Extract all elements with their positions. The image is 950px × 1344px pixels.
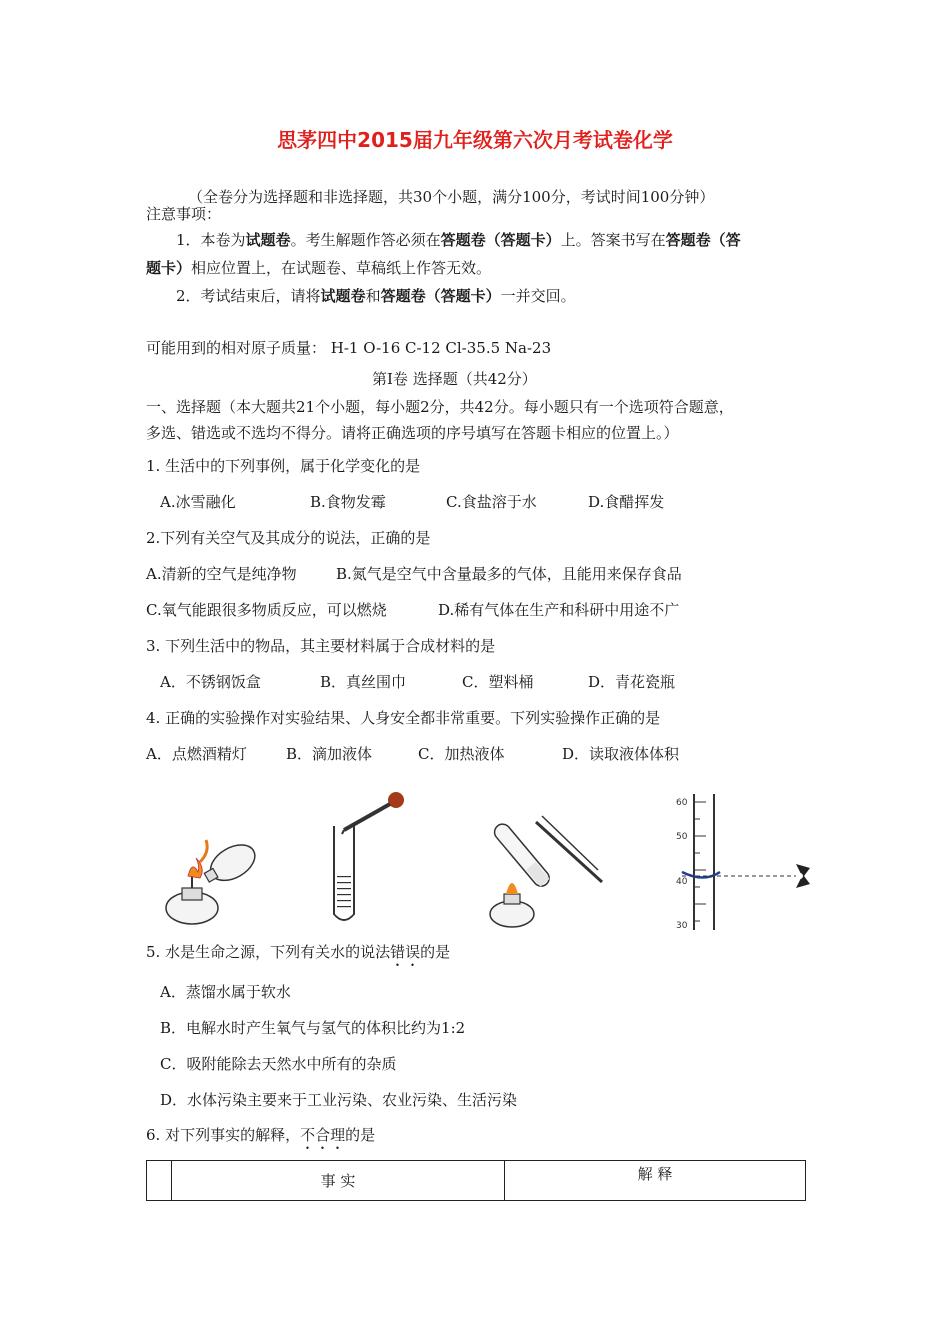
q6-table <box>146 1160 806 1201</box>
table-header-fact: 事 实 <box>172 1161 505 1201</box>
q1-option-c: C.食盐溶于水 <box>446 493 537 511</box>
q2-option-d: D.稀有气体在生产和科研中用途不广 <box>438 601 680 619</box>
cylinder-tick-50: 50 <box>676 832 688 842</box>
note-1-line2: 题卡）相应位置上，在试题卷、草稿纸上作答无效。 <box>146 259 492 277</box>
q2-stem: 2.下列有关空气及其成分的说法，正确的是 <box>146 529 431 547</box>
table-cell-index <box>147 1161 172 1201</box>
section1-line2: 多选、错选或不选均不得分。请将正确选项的序号填写在答题卡相应的位置上。） <box>146 424 679 442</box>
dropper-test-tube-figure <box>322 790 412 930</box>
q4-option-a: A．点燃酒精灯 <box>146 745 247 763</box>
exam-subtitle: （全卷分为选择题和非选择题，共30个小题，满分100分，考试时间100分钟） <box>188 188 715 206</box>
q5-option-a: A．蒸馏水属于软水 <box>160 983 291 1001</box>
q2-option-b: B.氮气是空气中含量最多的气体，且能用来保存食品 <box>336 565 682 583</box>
q3-option-c: C．塑料桶 <box>462 673 534 691</box>
q5-option-c: C．吸附能除去天然水中所有的杂质 <box>160 1055 397 1073</box>
q3-stem: 3. 下列生活中的物品，其主要材料属于合成材料的是 <box>146 637 496 655</box>
note-1-line1: 1．本卷为试题卷。考生解题作答必须在答题卷（答题卡）上。答案书写在答题卷（答 <box>176 231 741 249</box>
q1-option-b: B.食物发霉 <box>310 493 386 511</box>
q1-option-a: A.冰雪融化 <box>160 493 236 511</box>
q3-option-d: D．青花瓷瓶 <box>588 673 676 691</box>
q1-option-d: D.食醋挥发 <box>588 493 665 511</box>
section1-line1: 一、选择题（本大题共21个小题，每小题2分，共42分。每小题只有一个选项符合题意， <box>146 398 734 416</box>
q6-stem: 6. 对下列事实的解释，不合理的是 <box>146 1126 376 1144</box>
alcohol-lamp-lighting-figure <box>160 822 270 930</box>
part1-title: 第Ⅰ卷 选择题（共42分） <box>372 370 537 388</box>
graduated-cylinder-figure <box>660 788 820 934</box>
q4-stem: 4. 正确的实验操作对实验结果、人身安全都非常重要。下列实验操作正确的是 <box>146 709 661 727</box>
q4-option-b: B．滴加液体 <box>286 745 373 763</box>
cylinder-tick-40: 40 <box>676 877 688 887</box>
eye-icon <box>796 864 810 888</box>
q1-stem: 1. 生活中的下列事例，属于化学变化的是 <box>146 457 421 475</box>
q3-option-a: A．不锈钢饭盒 <box>160 673 261 691</box>
cylinder-tick-60: 60 <box>676 798 688 808</box>
q5-option-d: D．水体污染主要来于工业污染、农业污染、生活污染 <box>160 1091 518 1109</box>
heating-liquid-figure <box>476 806 606 932</box>
q2-option-c: C.氧气能跟很多物质反应，可以燃烧 <box>146 601 387 619</box>
notes-heading: 注意事项： <box>146 205 222 223</box>
atomic-mass-line: 可能用到的相对原子质量： H-1 O-16 C-12 Cl-35.5 Na-23 <box>146 339 552 357</box>
q4-option-d: D．读取液体体积 <box>562 745 680 763</box>
q5-stem: 5. 水是生命之源，下列有关水的说法错误的是 <box>146 943 451 961</box>
note-2: 2．考试结束后，请将试题卷和答题卷（答题卡）一并交回。 <box>176 287 576 305</box>
q3-option-b: B．真丝围巾 <box>320 673 407 691</box>
q4-option-c: C．加热液体 <box>418 745 505 763</box>
cylinder-tick-30: 30 <box>676 921 688 931</box>
page-title: 思茅四中2015届九年级第六次月考试卷化学 <box>277 128 673 152</box>
q2-option-a: A.清新的空气是纯净物 <box>146 565 297 583</box>
table-header-explanation: 解 释 <box>505 1161 806 1201</box>
table-row <box>147 1161 806 1201</box>
q5-option-b: B．电解水时产生氧气与氢气的体积比约为1:2 <box>160 1019 466 1037</box>
